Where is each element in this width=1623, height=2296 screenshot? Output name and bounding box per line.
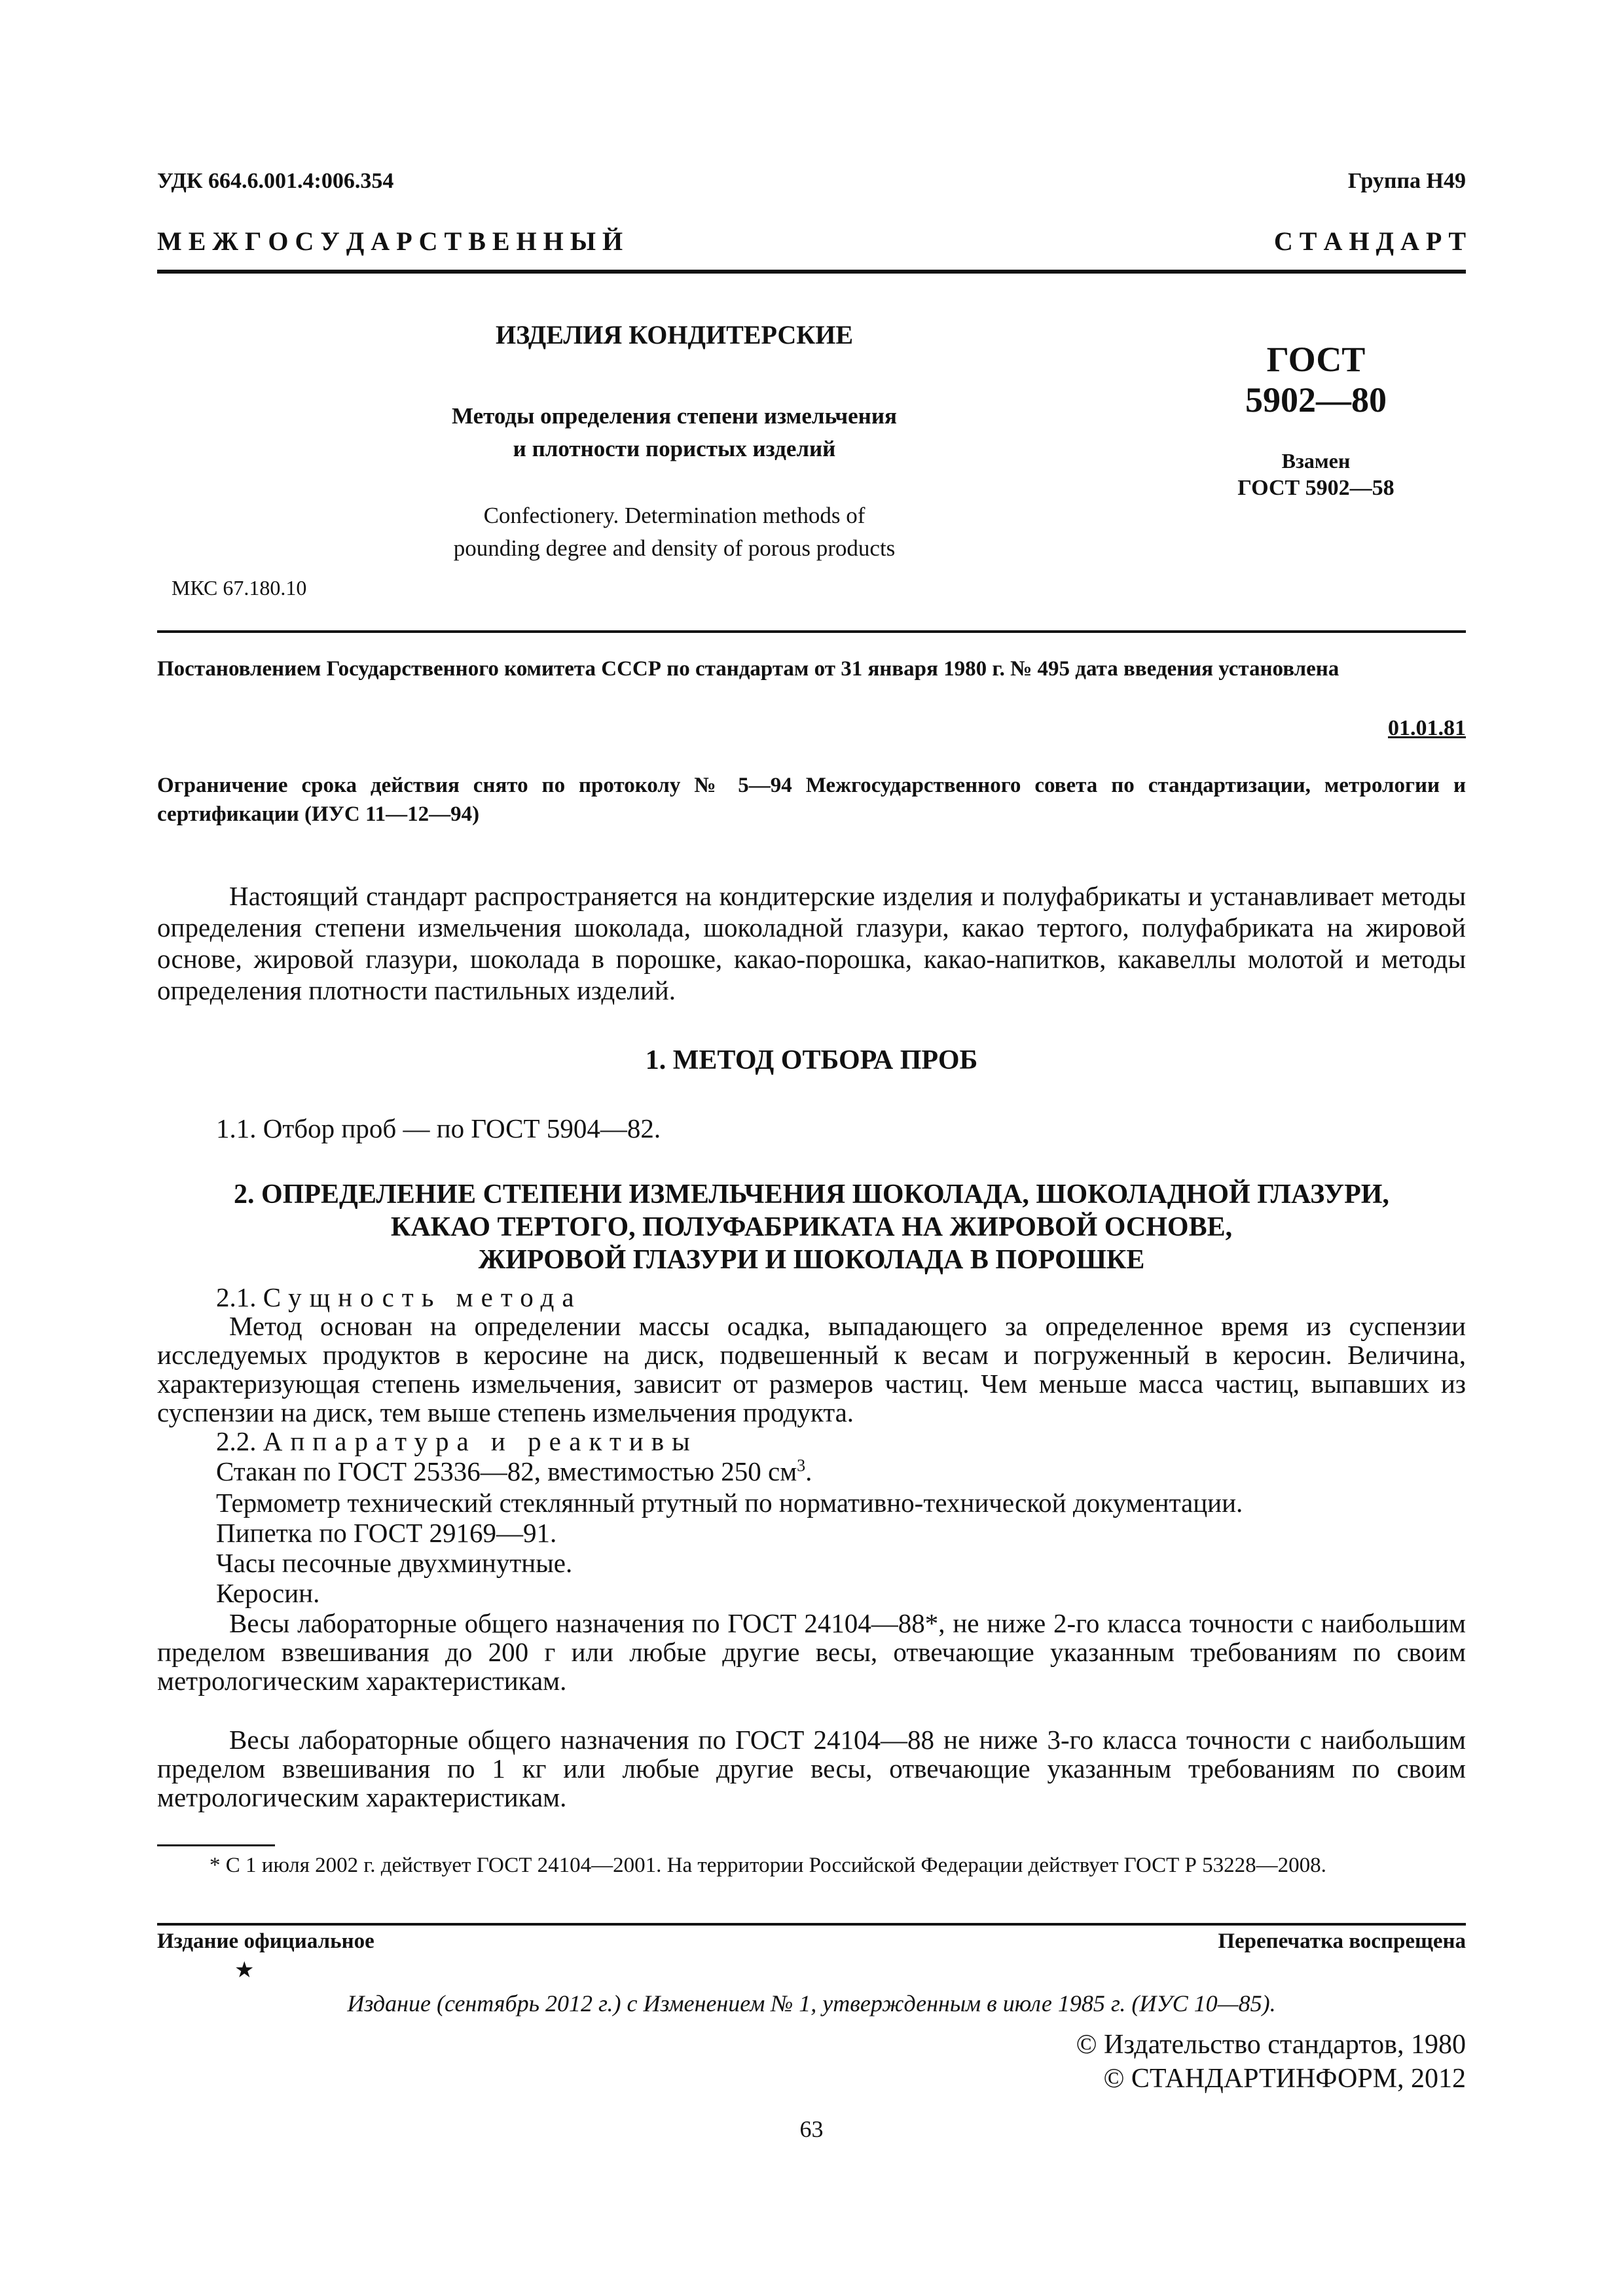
gost-designation bbox=[1192, 339, 1440, 503]
subtitle-line-2: и плотности пористых изделий bbox=[513, 436, 836, 461]
clause-2-1-label: Сущность метода bbox=[263, 1282, 582, 1312]
clause-2-1-text: Метод основан на определении массы осадка, выпадающего за определенное время из суспензии исследуемых продуктов в керосине на диск, подвешенный к весам и погруженный в керосин. Величина, характеризующая степень измельчения, зависит от размеров частиц. Чем меньше масса частиц, выпавших из суспензии на диск, тем выше степень измельчения продукта. bbox=[157, 1311, 1466, 1427]
equipment-item-thermometer: Термометр технический стеклянный ртутный по нормативно-технической документации. bbox=[216, 1488, 1243, 1518]
section-1-heading: 1. МЕТОД ОТБОРА ПРОБ bbox=[645, 1045, 978, 1075]
gost-label: ГОСТ bbox=[1266, 340, 1366, 379]
clause-2-2-number: 2.2. bbox=[216, 1426, 257, 1456]
introduction-date: 01.01.81 bbox=[1388, 716, 1466, 740]
clause-1-1: 1.1. Отбор проб — по ГОСТ 5904—82. bbox=[216, 1113, 661, 1143]
section-2-heading-line-2: КАКАО ТЕРТОГО, ПОЛУФАБРИКАТА НА ЖИРОВОЙ ОСНОВЕ, bbox=[390, 1212, 1233, 1242]
udk-code: УДК 664.6.001.4:006.354 bbox=[157, 169, 394, 193]
star-icon: ★ bbox=[234, 1958, 255, 1982]
scope-paragraph: Настоящий стандарт распространяется на кондитерские изделия и полуфабрикаты и устанавливает методы определения степени измельчения шоколада, шоколадной глазури, какао тертого, полуфабриката на жировой основе, жировой глазури, шоколада в порошке, какао-порошка, какао-напитков, какавеллы молотой и методы определения плотности пастильных изделий. bbox=[157, 881, 1466, 1005]
english-title bbox=[386, 499, 962, 565]
document-subtitle bbox=[386, 400, 962, 465]
section-2-heading bbox=[157, 1178, 1466, 1276]
group-code: Группа Н49 bbox=[1347, 169, 1466, 193]
equipment-item-scales-1: Весы лабораторные общего назначения по ГОСТ 24104—88*, не ниже 2-го класса точности с наибольшим пределом взвешивания до 200 г или любые другие весы, отвечающие указанным требованиям по своим метрологическим характеристикам. bbox=[157, 1608, 1466, 1696]
validity-note: Ограничение срока действия снято по протоколу № 5—94 Межгосударственного совета по стандартизации, метрологии и сертификации (ИУС 11—12—94) bbox=[157, 774, 1466, 826]
edition-note: Издание (сентябрь 2012 г.) с Изменением № 1, утвержденным в июле 1985 г. (ИУС 10—85). bbox=[347, 1990, 1276, 2017]
banner-right: С Т А Н Д А Р Т bbox=[1273, 226, 1466, 256]
copyright-publisher: © Издательство стандартов, 1980 bbox=[1076, 2030, 1466, 2060]
footnote-rule bbox=[157, 1844, 275, 1846]
english-title-line-1: Confectionery. Determination methods of bbox=[483, 503, 866, 528]
edition-official-label: Издание официальное bbox=[157, 1929, 374, 1953]
equipment-item-beaker: Стакан по ГОСТ 25336—82, вместимостью 250 $см^3$. bbox=[216, 1456, 812, 1486]
standard-banner bbox=[157, 226, 1466, 257]
subtitle-line-1: Методы определения степени измельчения bbox=[452, 403, 897, 429]
clause-2-2-title bbox=[216, 1426, 698, 1457]
replaces-value: ГОСТ 5902—58 bbox=[1237, 476, 1395, 500]
clause-2-1-title bbox=[216, 1282, 582, 1313]
mks-code: МКС 67.180.10 bbox=[172, 576, 307, 600]
section-2-heading-line-1: 2. ОПРЕДЕЛЕНИЕ СТЕПЕНИ ИЗМЕЛЬЧЕНИЯ ШОКОЛАДА, ШОКОЛАДНОЙ ГЛАЗУРИ, bbox=[234, 1179, 1389, 1210]
clause-2-2-label: Аппаратура и реактивы bbox=[263, 1426, 698, 1456]
gost-number: 5902—80 bbox=[1245, 380, 1387, 420]
page-number: 63 bbox=[799, 2116, 824, 2142]
equipment-item-scales-2: Весы лабораторные общего назначения по ГОСТ 24104—88 не ниже 3-го класса точности с наибольшим пределом взвешивания по 1 кг или любые другие весы, отвечающие указанным требованиям по своим метрологическим характеристикам. bbox=[157, 1725, 1466, 1812]
replaces-label: Взамен bbox=[1281, 449, 1351, 473]
equipment-item-kerosene: Керосин. bbox=[216, 1578, 320, 1608]
clause-2-1-number: 2.1. bbox=[216, 1282, 257, 1312]
header-divider bbox=[157, 630, 1466, 633]
document-title: ИЗДЕЛИЯ КОНДИТЕРСКИЕ bbox=[495, 320, 854, 350]
english-title-line-2: pounding degree and density of porous products bbox=[453, 535, 896, 561]
reprint-prohibited-label: Перепечатка воспрещена bbox=[1218, 1929, 1466, 1953]
footer-divider bbox=[157, 1923, 1466, 1926]
footnote: * С 1 июля 2002 г. действует ГОСТ 24104—2001. На территории Российской Федерации действует ГОСТ Р 53228—2008. bbox=[210, 1854, 1326, 1877]
banner-left: М Е Ж Г О С У Д А Р С Т В Е Н Н Ы Й bbox=[157, 226, 623, 256]
banner-rule bbox=[157, 270, 1466, 274]
decree-text: Постановлением Государственного комитета СССР по стандартам от 31 января 1980 г. № 495 дата введения установлена bbox=[157, 657, 1340, 681]
copyright-standartinform: © СТАНДАРТИНФОРМ, 2012 bbox=[1103, 2064, 1466, 2094]
equipment-item-pipette: Пипетка по ГОСТ 29169—91. bbox=[216, 1518, 557, 1548]
title-block bbox=[386, 319, 962, 565]
section-2-heading-line-3: ЖИРОВОЙ ГЛАЗУРИ И ШОКОЛАДА В ПОРОШКЕ bbox=[478, 1245, 1145, 1275]
equipment-item-hourglass: Часы песочные двухминутные. bbox=[216, 1548, 573, 1578]
